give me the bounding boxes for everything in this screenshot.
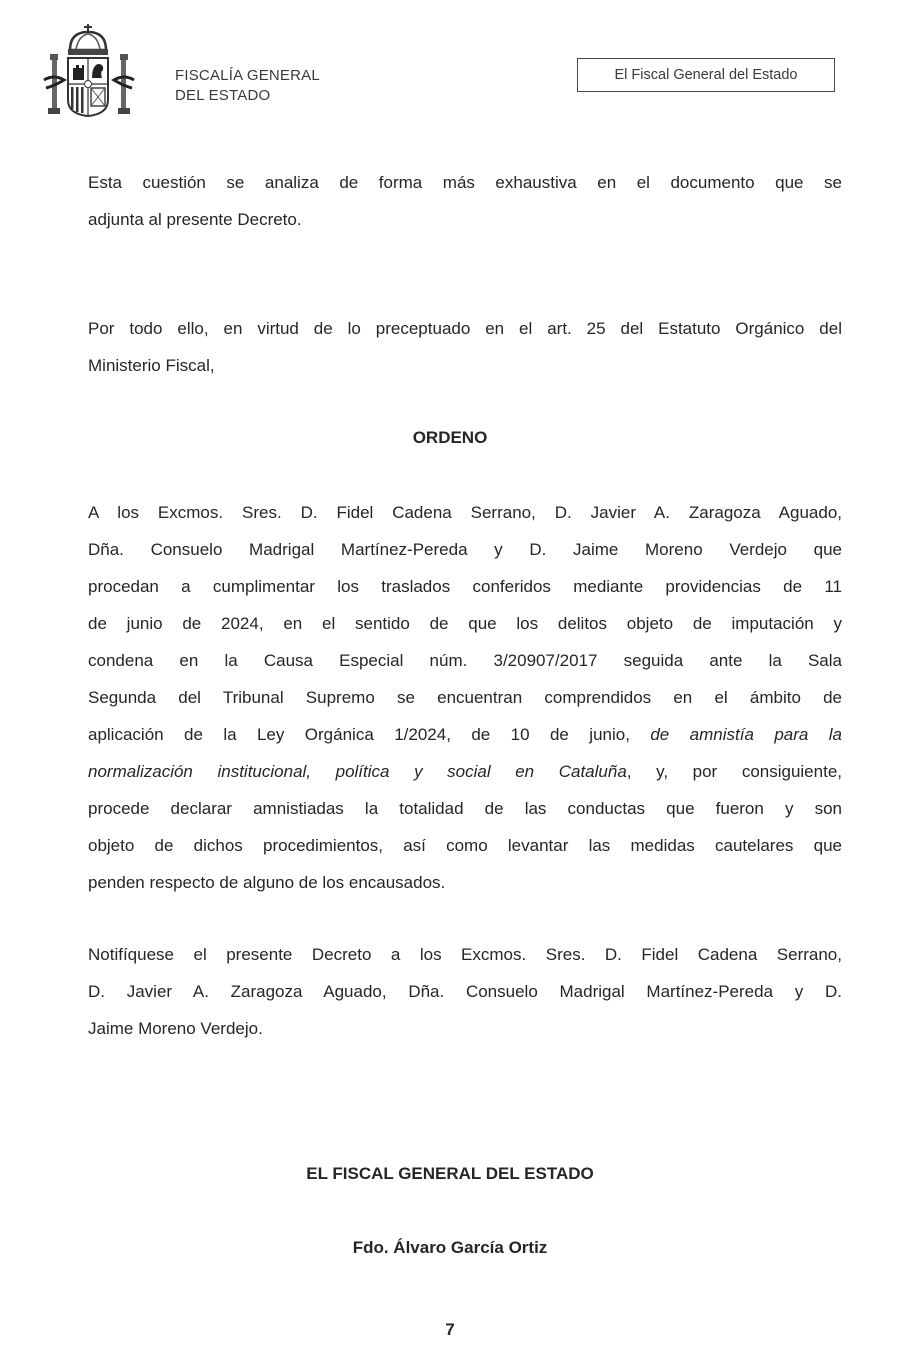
text-line: Dña. Consuelo Madrigal Martínez-Pereda y D. Jaime Moreno Verdejo que — [88, 540, 842, 559]
issuer-stamp-label: El Fiscal General del Estado — [614, 67, 798, 83]
text-plain: aplicación de la Ley Orgánica 1/2024, de 10 de junio, — [88, 725, 651, 744]
text-line: D. Javier A. Zaragoza Aguado, Dña. Consuelo Madrigal Martínez-Pereda y D. — [88, 982, 842, 1001]
text-line: Ministerio Fiscal, — [88, 356, 215, 375]
text-line: Notifíquese el presente Decreto a los Excmos. Sres. D. Fidel Cadena Serrano, — [88, 945, 842, 964]
text-line: Esta cuestión se analiza de forma más exhaustiva en el documento que se — [88, 173, 842, 192]
text-line-mixed — [88, 716, 842, 753]
organization-line-1: FISCALÍA GENERAL — [175, 67, 320, 84]
text-line: procedan a cumplimentar los traslados conferidos mediante providencias de 11 — [88, 577, 842, 596]
text-line: adjunta al presente Decreto. — [88, 210, 302, 229]
text-line: A los Excmos. Sres. D. Fidel Cadena Serrano, D. Javier A. Zaragoza Aguado, — [88, 503, 842, 522]
paragraph-order-body — [88, 494, 842, 901]
paragraph-legal-basis — [88, 310, 842, 384]
paragraph-notification — [88, 936, 842, 1047]
signatory-title: EL FISCAL GENERAL DEL ESTADO — [306, 1164, 594, 1183]
text-line: penden respecto de alguno de los encausados. — [88, 873, 446, 892]
text-line: objeto de dichos procedimientos, así como levantar las medidas cautelares que — [88, 836, 842, 855]
signatory-name: Fdo. Álvaro García Ortiz — [352, 1238, 548, 1257]
organization-name — [175, 66, 320, 106]
text-line: Segunda del Tribunal Supremo se encuentran comprendidos en el ámbito de — [88, 688, 842, 707]
paragraph-analysis-reference — [88, 164, 842, 238]
law-title-italic: de amnistía para la — [650, 725, 842, 744]
law-title-italic: normalización institucional, política y social en Cataluña — [88, 762, 627, 781]
text-line: Por todo ello, en virtud de lo preceptuado en el art. 25 del Estatuto Orgánico del — [88, 319, 842, 338]
order-heading: ORDENO — [412, 428, 488, 447]
text-line: de junio de 2024, en el sentido de que los delitos objeto de imputación y — [88, 614, 842, 633]
page-number: 7 — [445, 1320, 455, 1339]
text-line-mixed — [88, 753, 842, 790]
issuer-stamp-box — [577, 58, 835, 92]
coat-of-arms-of-spain-icon — [40, 22, 138, 126]
text-line: Jaime Moreno Verdejo. — [88, 1019, 263, 1038]
text-plain: , y, por consiguiente, — [626, 762, 842, 781]
organization-line-2: DEL ESTADO — [175, 87, 271, 104]
text-line: procede declarar amnistiadas la totalidad de las conductas que fueron y son — [88, 799, 842, 818]
text-line: condena en la Causa Especial núm. 3/20907/2017 seguida ante la Sala — [88, 651, 842, 670]
